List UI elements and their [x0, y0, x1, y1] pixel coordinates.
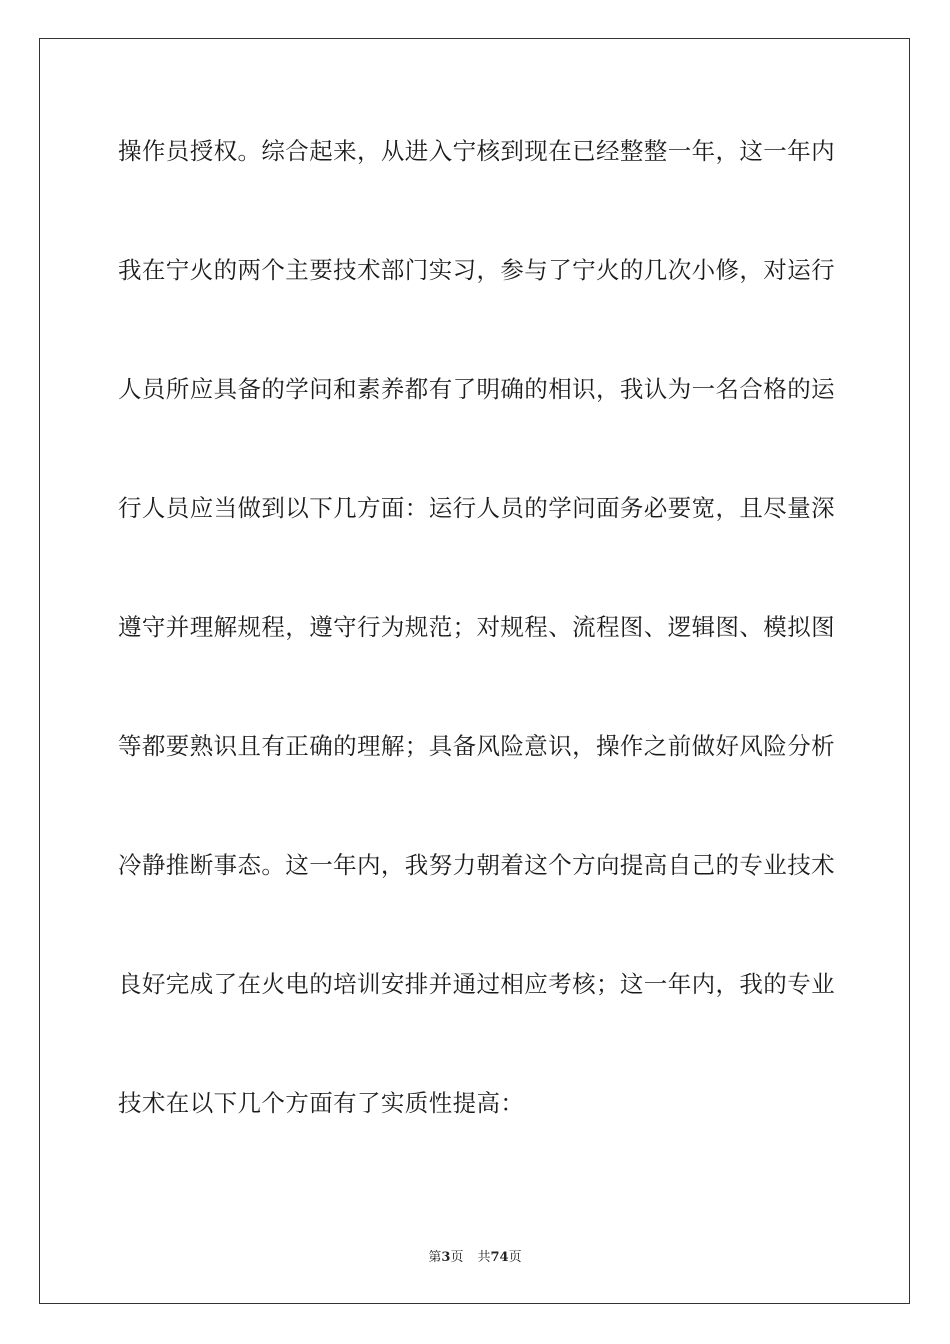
page-footer — [0, 1246, 950, 1265]
text-line: 遵守并理解规程，遵守行为规范；对规程、流程图、逻辑图、模拟图 — [118, 613, 835, 641]
text-line: 技术在以下几个方面有了实质性提高： — [118, 1089, 525, 1117]
text-line: 人员所应具备的学问和素养都有了明确的相识，我认为一名合格的运 — [118, 375, 835, 403]
text-line: 等都要熟识且有正确的理解；具备风险意识，操作之前做好风险分析 — [118, 732, 835, 760]
body-text — [118, 124, 834, 1130]
text-line: 冷静推断事态。这一年内，我努力朝着这个方向提高自己的专业技术 — [118, 851, 835, 879]
current-page-number: 3 — [441, 1250, 451, 1265]
text-line: 行人员应当做到以下几方面：运行人员的学问面务必要宽，且尽量深 — [118, 494, 835, 522]
text-line: 我在宁火的两个主要技术部门实习，参与了宁火的几次小修，对运行 — [118, 256, 835, 284]
total-pages-number: 74 — [490, 1250, 509, 1265]
text-line: 良好完成了在火电的培训安排并通过相应考核；这一年内，我的专业 — [118, 970, 835, 998]
page-prefix: 第 — [428, 1250, 442, 1265]
text-line: 操作员授权。综合起来，从进入宁核到现在已经整整一年，这一年内 — [118, 137, 835, 165]
page-suffix: 页 — [450, 1250, 464, 1265]
total-suffix: 页 — [508, 1250, 522, 1265]
total-prefix: 共 — [477, 1250, 491, 1265]
